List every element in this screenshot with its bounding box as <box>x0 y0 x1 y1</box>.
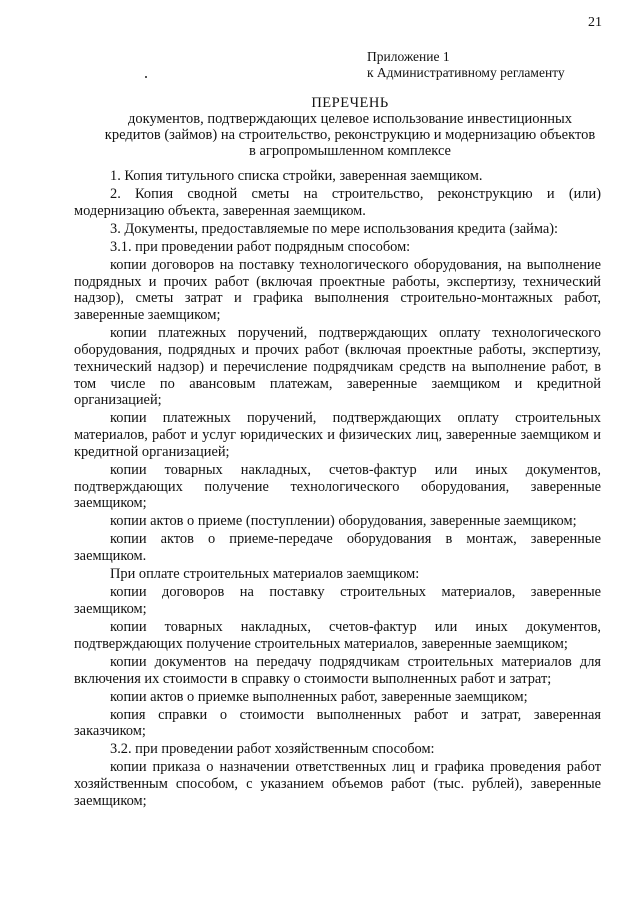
page-number: 21 <box>588 15 602 30</box>
paragraph: копии актов о приеме (поступлении) оборудования, заверенные заемщиком; <box>110 513 577 530</box>
paragraph: 3.1. при проведении работ подрядным способом: <box>110 238 411 255</box>
document-title <box>70 95 630 159</box>
paragraph: 1. Копия титульного списка стройки, заверенная заемщиком. <box>110 168 483 184</box>
title-heading: ПЕРЕЧЕНЬ <box>311 95 389 111</box>
appendix-note <box>367 49 565 81</box>
paragraph: копии актов о приеме-передаче оборудования в монтаж, заверенные заемщиком. <box>74 531 601 565</box>
paragraph: копии платежных поручений, подтверждающих оплату технологического оборудования, подрядных и прочих работ (включая проектные работы, экспертизу, технический надзор) и перечисление подрядчикам средств на выполнение работ, в том числе по авансовым платежам, заверенные заемщиком и кредитной организацией; <box>74 325 601 409</box>
title-line-3: в агропромышленном комплексе <box>248 143 451 159</box>
paragraph: копии актов о приемке выполненных работ, заверенные заемщиком; <box>110 688 528 705</box>
paragraph: копии платежных поручений, подтверждающих оплату строительных материалов, работ и услуг юридических и физических лиц, заверенные заемщиком и кредитной организацией; <box>74 410 601 460</box>
title-line-2: кредитов (займов) на строительство, реконструкцию и модернизацию объектов <box>104 127 596 143</box>
paragraph: копии товарных накладных, счетов-фактур или иных документов, подтверждающих получение строительных материалов, заверенные заемщиком; <box>74 618 601 652</box>
paragraph: копии договоров на поставку строительных материалов, заверенные заемщиком; <box>74 584 601 617</box>
paragraph: копии товарных накладных, счетов-фактур или иных документов, подтверждающих получение технологического оборудования, заверенные заемщиком; <box>74 461 601 512</box>
paragraph: копии приказа о назначении ответственных лиц и графика проведения работ хозяйственным способом, с указанием объемов работ (тыс. рублей), заверенные заемщиком; <box>74 759 601 809</box>
appendix-line-1: Приложение 1 <box>367 49 450 64</box>
document-body <box>74 168 601 811</box>
title-line-1: документов, подтверждающих целевое использование инвестиционных <box>127 111 573 127</box>
paragraph: 3.2. при проведении работ хозяйственным способом: <box>110 741 435 758</box>
paragraph: При оплате строительных материалов заемщиком: <box>110 566 420 583</box>
paragraph: 3. Документы, предоставляемые по мере использования кредита (займа): <box>110 220 559 237</box>
appendix-line-2: к Административному регламенту <box>367 65 565 80</box>
paragraph: копия справки о стоимости выполненных работ и затрат, заверенная заказчиком; <box>74 706 601 740</box>
paragraph: 2. Копия сводной сметы на строительство, реконструкцию и (или) модернизацию объекта, заверенная заемщиком. <box>74 185 601 219</box>
scan-speck <box>145 76 147 78</box>
paragraph: копии документов на передачу подрядчикам строительных материалов для включения их стоимости в справку о стоимости выполненных работ и затрат; <box>74 653 601 687</box>
paragraph: копии договоров на поставку технологического оборудования, на выполнение подрядных и прочих работ (включая проектные работы, экспертизу, технический надзор), сметы затрат и графика выполнения строительно-монтажных работ, заверенные заемщиком; <box>74 256 601 324</box>
